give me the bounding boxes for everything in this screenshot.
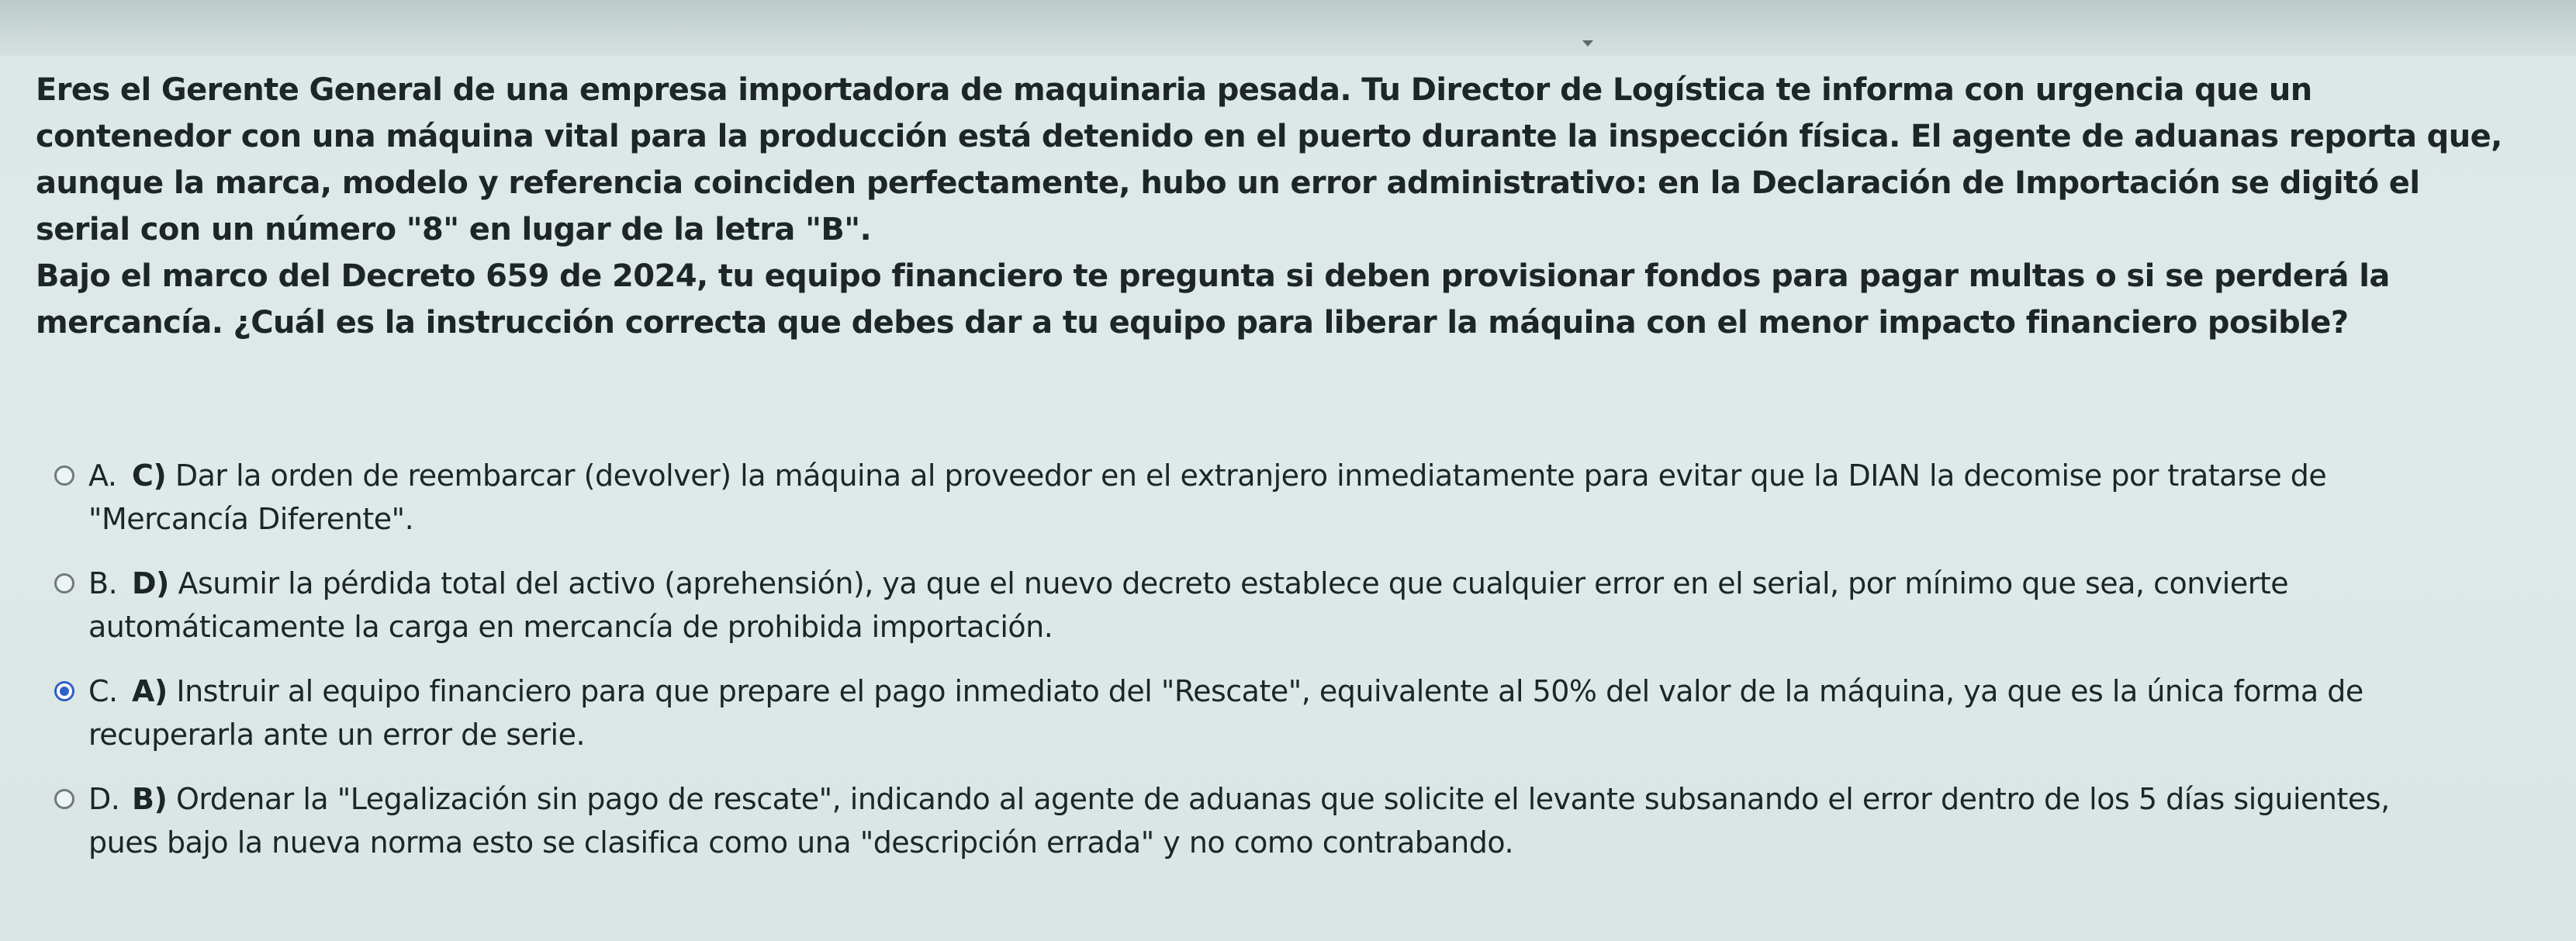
option-b[interactable] bbox=[54, 562, 2536, 649]
option-c-text bbox=[88, 669, 2462, 756]
option-inner-letter: C) bbox=[132, 458, 167, 493]
option-letter: C. bbox=[88, 674, 118, 708]
radio-button-icon[interactable] bbox=[54, 789, 74, 809]
radio-button-icon[interactable] bbox=[54, 465, 74, 486]
answer-options bbox=[54, 454, 2536, 885]
option-d-text bbox=[88, 777, 2462, 864]
question-text bbox=[36, 67, 2510, 346]
option-letter: D. bbox=[88, 782, 120, 816]
caret-down-icon bbox=[1582, 40, 1593, 47]
option-letter: B. bbox=[88, 566, 118, 600]
radio-button-icon[interactable] bbox=[54, 573, 74, 593]
top-band bbox=[0, 0, 2576, 56]
option-inner-letter: A) bbox=[132, 674, 168, 708]
radio-button-icon[interactable] bbox=[54, 681, 74, 701]
option-d[interactable] bbox=[54, 777, 2536, 864]
option-a-text bbox=[88, 454, 2462, 541]
option-inner-letter: B) bbox=[132, 782, 168, 816]
option-b-text bbox=[88, 562, 2462, 649]
option-label: Ordenar la "Legalización sin pago de rescate", indicando al agente de aduanas que solicite el levante subsanando el error dentro de los 5 días siguientes, pues bajo la nueva norma esto se clasifica como una "descripción errada" y no como contrabando. bbox=[88, 782, 2390, 860]
option-label: Asumir la pérdida total del activo (aprehensión), ya que el nuevo decreto establece que cualquier error en el serial, por mínimo que sea, convierte automáticamente la carga en mercancía de prohibida importación. bbox=[88, 566, 2289, 644]
option-label: Instruir al equipo financiero para que prepare el pago inmediato del "Rescate", equivalente al 50% del valor de la máquina, ya que es la única forma de recuperarla ante un error de serie. bbox=[88, 674, 2363, 752]
question-paragraph-2: Bajo el marco del Decreto 659 de 2024, tu equipo financiero te pregunta si deben provisionar fondos para pagar multas o si se perderá la mercancía. ¿Cuál es la instrucción correcta que debes dar a tu equipo para liberar la máquina con el menor impacto financiero posible? bbox=[36, 258, 2390, 341]
question-paragraph-1: Eres el Gerente General de una empresa importadora de maquinaria pesada. Tu Director de Logística te informa con urgencia que un contenedor con una máquina vital para la producción está detenido en el puerto durante la inspección física. El agente de aduanas reporta que, aunque la marca, modelo y referencia coinciden perfectamente, hubo un error administrativo: en la Declaración de Importación se digitó el serial con un número "8" en lugar de la letra "B". bbox=[36, 72, 2502, 247]
option-inner-letter: D) bbox=[132, 566, 169, 600]
option-c[interactable] bbox=[54, 669, 2536, 756]
option-letter: A. bbox=[88, 458, 117, 493]
option-a[interactable] bbox=[54, 454, 2536, 541]
option-label: Dar la orden de reembarcar (devolver) la máquina al proveedor en el extranjero inmediatamente para evitar que la DIAN la decomise por tratarse de "Mercancía Diferente". bbox=[88, 458, 2327, 536]
